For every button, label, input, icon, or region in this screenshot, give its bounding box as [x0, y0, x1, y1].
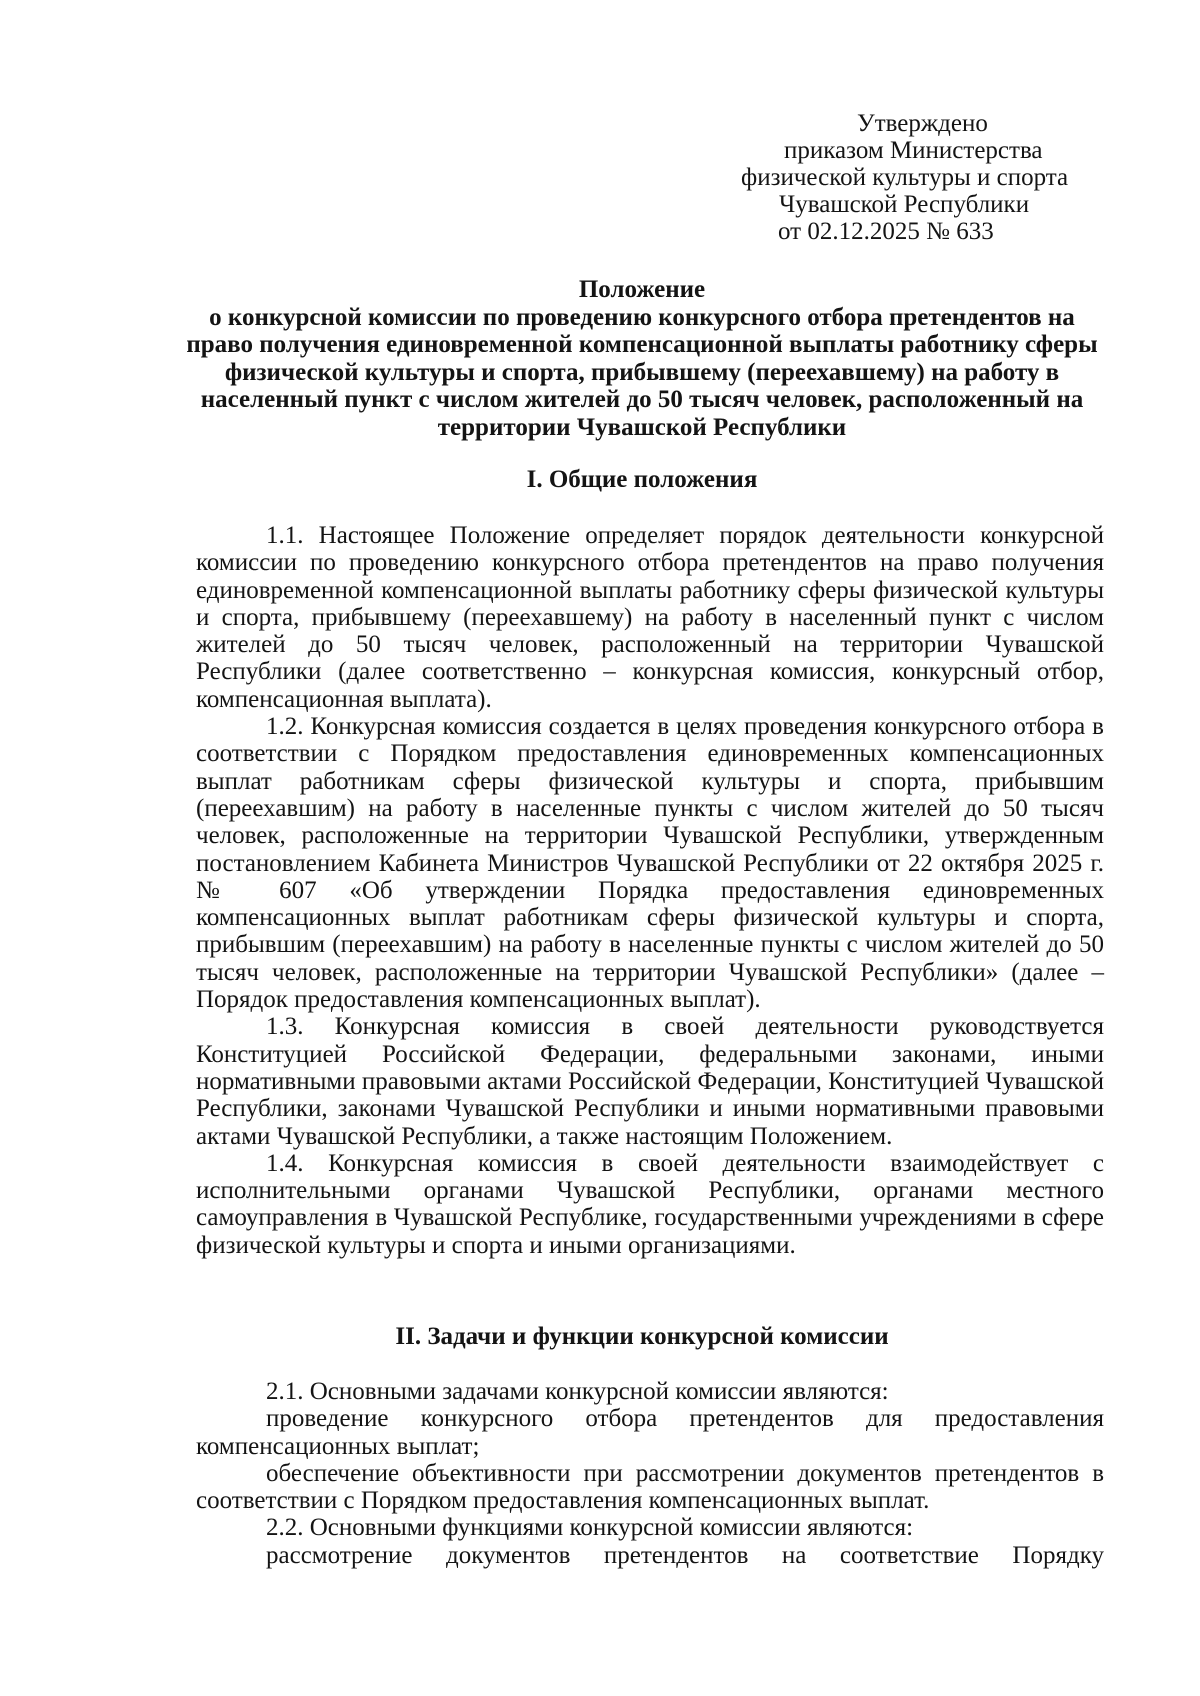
title-subtitle: о конкурсной комиссии по проведению конкурсного отбора претендентов на право получения единовременной компенсационной выплаты работнику сферы физической культуры и спорта, прибывшему (переехавшему) на работу в населенный пункт с числом жителей до 50 тысяч человек, расположенный на территории Чувашской Республики	[186, 303, 1098, 441]
paragraph: обеспечение объективности при рассмотрении документов претендентов в соответствии с Порядком предоставления компенсационных выплат.	[196, 1459, 1104, 1515]
paragraph: 1.3. Конкурсная комиссия в своей деятельности руководствуется Конституцией Российской Федерации, федеральными законами, иными нормативными правовыми актами Российской Федерации, Конституцией Чувашской Республики, законами Чувашской Республики и иными нормативными правовыми актами Чувашской Республики, а также настоящим Положением.	[196, 1013, 1104, 1150]
paragraph: 1.1. Настоящее Положение определяет порядок деятельности конкурсной комиссии по проведению конкурсного отбора претендентов на право получения единовременной компенсационной выплаты работнику сферы физической культуры и спорта, прибывшему (переехавшему) на работу в населенный пункт с числом жителей до 50 тысяч человек, расположенный на территории Чувашской Республики (далее соответственно – конкурсная комиссия, конкурсный отбор, компенсационная выплата).	[196, 522, 1104, 713]
section-1-body	[196, 522, 1104, 1259]
section-1-heading: I. Общие положения	[526, 466, 758, 493]
approval-line: физической культуры и спорта	[741, 164, 1069, 191]
approval-stamp	[728, 110, 1128, 245]
approval-line: Чувашской Республики	[779, 191, 1030, 218]
section-2-body	[196, 1378, 1104, 1569]
title-heading: Положение	[578, 276, 706, 303]
paragraph: 2.1. Основными задачами конкурсной комиссии являются:	[266, 1378, 889, 1405]
paragraph: 2.2. Основными функциями конкурсной комиссии являются:	[266, 1514, 914, 1542]
document-title	[182, 276, 1102, 441]
paragraph: 1.2. Конкурсная комиссия создается в целях проведения конкурсного отбора в соответствии с Порядком предоставления единовременных компенсационных выплат работникам сферы физической культуры и спорта, прибывшим (переехавшим) на работу в населенные пункты с числом жителей до 50 тысяч человек, расположенные на территории Чувашской Республики, утвержденным постановлением Кабинета Министров Чувашской Республики от 22 октября 2025 г. № 607 «Об утверждении Порядка предоставления единовременных компенсационных выплат работникам сферы физической культуры и спорта, прибывшим (переехавшим) на работу в населенные пункты с числом жителей до 50 тысяч человек, расположенные на территории Чувашской Республики» (далее – Порядок предоставления компенсационных выплат).	[196, 713, 1104, 1014]
approval-line: приказом Министерства	[784, 137, 1043, 164]
section-2-heading: II. Задачи и функции конкурсной комиссии	[395, 1323, 889, 1350]
paragraph: рассмотрение документов претендентов на соответствие Порядку	[266, 1541, 1104, 1569]
approval-order-number: от 02.12.2025 № 633	[778, 218, 994, 245]
paragraph: 1.4. Конкурсная комиссия в своей деятельности взаимодействует с исполнительными органами Чувашской Республики, органами местного самоуправления в Чувашской Республике, государственными учреждениями в сфере физической культуры и спорта и иными организациями.	[196, 1149, 1104, 1259]
paragraph: проведение конкурсного отбора претендентов для предоставления компенсационных выплат;	[196, 1405, 1104, 1460]
approval-line: Утверждено	[857, 110, 988, 137]
